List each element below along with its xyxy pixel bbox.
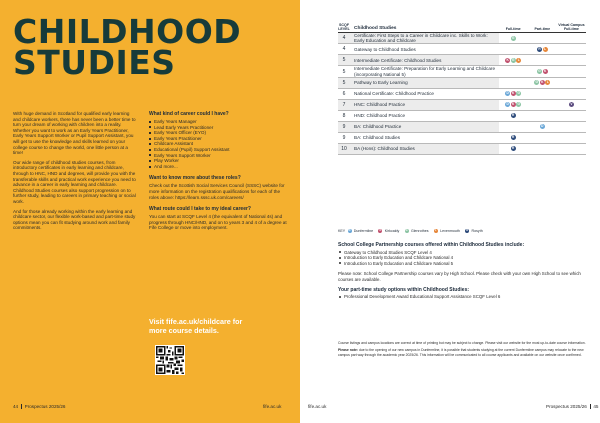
fulltime-campuses	[499, 33, 528, 44]
career-item: And more...	[149, 164, 287, 170]
campus-dot-l: L	[517, 57, 520, 62]
campus-dot-g: G	[535, 80, 538, 85]
page-number: 45	[593, 404, 599, 409]
parttime-campuses	[528, 121, 557, 132]
fulltime-campuses	[499, 132, 528, 143]
right-footer	[546, 404, 599, 409]
fulltime-campuses	[499, 99, 528, 110]
campus-dot-l: L	[544, 46, 547, 51]
page-number: 44	[13, 404, 19, 409]
campus-dot-l: L	[546, 80, 549, 85]
campus-dot-g: G	[517, 102, 521, 107]
page-title	[13, 12, 293, 82]
course-name: Pathway to Early Learning	[350, 77, 499, 88]
course-name: BA: Childhood Studies	[350, 132, 499, 143]
campus-dot-k: K	[512, 102, 515, 107]
parttime-list	[338, 294, 588, 300]
fulltime-campuses	[499, 110, 528, 121]
virtual-campuses	[557, 132, 586, 143]
parttime-campuses	[528, 66, 557, 77]
virtual-campuses	[557, 99, 586, 110]
career-heading: What kind of career could I have?	[149, 111, 229, 117]
fulltime-campuses	[499, 88, 528, 99]
partnership-item: Introduction to Early Education and Childcare National 5	[338, 261, 588, 267]
course-name: Intermediate Certificate: Preparation for Early Learning and Childcare (incorporating National 5)	[350, 66, 499, 77]
course-table	[338, 22, 586, 155]
career-list	[149, 119, 287, 169]
course-name: Gateway to Childhood Studies	[350, 44, 499, 55]
parttime-campuses	[528, 44, 557, 55]
course-name: Intermediate Certificate: Childhood Studies	[350, 55, 499, 66]
route-text: You can start at SCQF Level 4 (the equivalent of National 4s) and progress through HNC/HND, and on to years 3 and 4 of a degree at Fife College or move into employment.	[149, 214, 287, 231]
footer-divider	[21, 404, 22, 409]
virtual-campuses	[557, 66, 586, 77]
campus-dot-r: R	[512, 146, 515, 151]
parttime-campuses	[528, 132, 557, 143]
career-item: Early Years Officer (EYO)	[149, 130, 287, 136]
cta-line-2: more course details.	[149, 326, 219, 335]
career-item: Early Years Practitioner	[149, 136, 287, 142]
partnership-section	[338, 243, 588, 305]
career-item: Early Years Support Worker	[149, 153, 287, 159]
virtual-campuses	[557, 143, 586, 154]
table-row	[338, 143, 586, 154]
footer-site[interactable]: fife.ac.uk	[263, 404, 282, 409]
parttime-campuses	[528, 33, 557, 44]
table-row	[338, 77, 586, 88]
publication-name: Prospectus 2025/26	[24, 404, 66, 409]
parttime-heading: Your part-time study options within Childhood Studies:	[338, 286, 470, 293]
col-level-header: SCQF LEVEL	[338, 23, 350, 31]
career-item: Childcare Assistant	[149, 141, 287, 147]
campus-key	[338, 229, 486, 234]
parttime-campuses	[528, 110, 557, 121]
campus-dot-g: G	[538, 69, 541, 74]
scqf-level: 4	[338, 33, 350, 44]
fine-print-disclaimer: Course listings and campus locations are correct at time of printing but may be subject to change. Please visit our website for the most up-to-date course information.	[338, 341, 586, 345]
career-item: Lead Early Years Practitioner	[149, 125, 287, 131]
career-item: Early Years Manager	[149, 119, 287, 125]
partnership-list	[338, 250, 588, 267]
title-line-1: CHILDHOOD	[13, 12, 242, 51]
parttime-item: Professional Development Award Educational Support Assistance SCQF Level 6	[338, 294, 588, 300]
key-campus-name: Kirkcaldy	[384, 229, 400, 234]
intro-paragraph: Our wide range of childhood studies courses, from introductory certificates in early learning and childcare, through to HNC, HND and degrees, will provide you with the transferable skills and practical work experience you need to advance in a career in early learning and childcare. Childhood Studies courses also support progression on to further study, leading to careers in primary teaching or social work.	[13, 159, 136, 204]
fulltime-campuses	[499, 44, 528, 55]
partnership-item: Gateway to Childhood Studies SCQF Level 4	[338, 250, 588, 256]
key-campus-name: Levenmouth	[440, 229, 460, 234]
intro-paragraph: And for those already working within the early learning and childcare sector, our flexible work-based and part-time study options mean you can fit studying around work and family commitments.	[13, 208, 136, 231]
partnership-note: Please note: School College Partnership courses vary by High School. Please check with your own High School to see which courses are available.	[338, 271, 581, 282]
course-name: HNC: Childhood Practice	[350, 99, 499, 110]
left-footer	[13, 404, 66, 409]
campus-dot-k: K	[506, 57, 509, 62]
footer-site[interactable]: fife.ac.uk	[308, 404, 327, 409]
virtual-campuses	[557, 77, 586, 88]
qr-code	[155, 345, 185, 375]
course-name: HND: Childhood Practice	[350, 110, 499, 121]
career-item: Play Worker	[149, 158, 287, 164]
publication-name: Prospectus 2025/26	[546, 404, 587, 409]
col-fulltime-header: Full-time	[499, 22, 528, 33]
scqf-level: 7	[338, 99, 350, 110]
fine-print-note-text: due to the opening of our new campus in Dunfermline, it is possible that students studying at the current Dunfermline campus may relocate to the new campus part way through the academic year 2025/26. This information will be communicated to all course applicants and available on our website once confirmed.	[338, 348, 584, 357]
table-row	[338, 121, 586, 132]
partnership-item: Introduction to Early Education and Childcare National 4	[338, 255, 588, 261]
key-dot-d: D	[348, 229, 351, 233]
virtual-campuses	[557, 44, 586, 55]
key-label: KEY	[338, 229, 346, 234]
campus-dot-r: R	[512, 135, 515, 140]
roles-heading: Want to know more about these roles?	[149, 175, 241, 182]
course-name: BA: Childhood Practice	[350, 121, 499, 132]
parttime-campuses	[528, 99, 557, 110]
key-campus-name: Dunfermline	[353, 229, 374, 234]
course-name: National Certificate: Childhood Practice	[350, 88, 499, 99]
campus-dot-g: G	[511, 35, 515, 40]
campus-dot-d: D	[506, 91, 509, 96]
parttime-campuses	[528, 55, 557, 66]
table-row	[338, 66, 586, 77]
fulltime-campuses	[499, 77, 528, 88]
col-virtual-header: Virtual Campus Full-time	[558, 23, 585, 31]
col-parttime-header: Part-time	[528, 22, 557, 33]
career-column	[149, 111, 287, 237]
campus-dot-d: D	[541, 124, 544, 129]
partnership-heading: School College Partnership courses offered within Childhood Studies include:	[338, 242, 525, 248]
scqf-level: 9	[338, 132, 350, 143]
key-campus-name: Glenrothes	[410, 229, 429, 234]
fulltime-campuses	[499, 55, 528, 66]
course-link-cta[interactable]	[149, 317, 287, 335]
scqf-level: 4	[338, 44, 350, 55]
fulltime-campuses	[499, 66, 528, 77]
footer-divider	[590, 404, 591, 409]
campus-dot-r: R	[538, 46, 541, 51]
virtual-campuses	[557, 110, 586, 121]
qr-code-icon	[156, 346, 184, 374]
campus-dot-k: K	[541, 80, 544, 85]
virtual-campuses	[557, 33, 586, 44]
table-row	[338, 33, 586, 44]
right-page	[300, 0, 600, 423]
key-dot-k: K	[379, 229, 382, 233]
campus-dot-k: K	[543, 69, 547, 74]
key-campus-name: Rosyth	[471, 229, 483, 234]
campus-dot-v: V	[570, 102, 573, 107]
table-row	[338, 132, 586, 143]
course-name: BA (Hons): Childhood Studies	[350, 143, 499, 154]
intro-column	[13, 111, 138, 235]
table-row	[338, 110, 586, 121]
virtual-campuses	[557, 88, 586, 99]
fulltime-campuses	[499, 143, 528, 154]
scqf-level: 10	[338, 143, 350, 154]
parttime-campuses	[528, 77, 557, 88]
scqf-level: 8	[338, 110, 350, 121]
parttime-campuses	[528, 88, 557, 99]
route-heading: What route could I take to my ideal career?	[149, 206, 251, 213]
scqf-level: 5	[338, 55, 350, 66]
roles-text: Check out the Scottish Social Services Council (SSSC) website for more information on the registration qualifications for each of the roles above: https://learn.sssc.uk.com/careers/	[149, 183, 285, 200]
virtual-campuses	[557, 55, 586, 66]
fine-print-label: Please note:	[338, 348, 358, 353]
scqf-level: 5	[338, 77, 350, 88]
campus-dot-g: G	[511, 57, 515, 62]
career-item: Educational (Pupil) Support Assistant	[149, 147, 287, 153]
key-dot-l: L	[435, 229, 437, 233]
fine-print-note	[338, 348, 588, 357]
scqf-level: 9	[338, 121, 350, 132]
table-row	[338, 88, 586, 99]
key-dot-g: G	[405, 229, 408, 233]
parttime-campuses	[528, 143, 557, 154]
cta-line-1: Visit fife.ac.uk/childcare for	[149, 317, 243, 326]
fulltime-campuses	[499, 121, 528, 132]
intro-paragraph: With huge demand in Scotland for qualified early learning and childcare workers, there has never been a better time to turn your dream of working with children into a reality. Whether you want to work as an Early Years Practitioner, Early Years Support Worker or Pupil Support Assistant, you will get to use the knowledge and skills learned on your college course to change the world, one little person at a time!	[13, 111, 136, 156]
fine-print	[338, 341, 588, 360]
campus-dot-d: D	[506, 102, 509, 107]
virtual-campuses	[557, 121, 586, 132]
key-dot-r: R	[466, 229, 469, 233]
table-row	[338, 55, 586, 66]
table-row	[338, 99, 586, 110]
scqf-level: 5	[338, 66, 350, 77]
campus-dot-r: R	[512, 113, 515, 118]
course-name: Certificate: First Steps to a Career in Childcare inc. Skills to Work: Early Education and Childcare	[350, 33, 499, 44]
col-name-header: Childhood Studies	[350, 22, 499, 33]
scqf-level: 6	[338, 88, 350, 99]
table-row	[338, 44, 586, 55]
title-line-2: STUDIES	[13, 43, 176, 82]
campus-dot-g: G	[517, 91, 521, 96]
campus-dot-k: K	[512, 91, 515, 96]
